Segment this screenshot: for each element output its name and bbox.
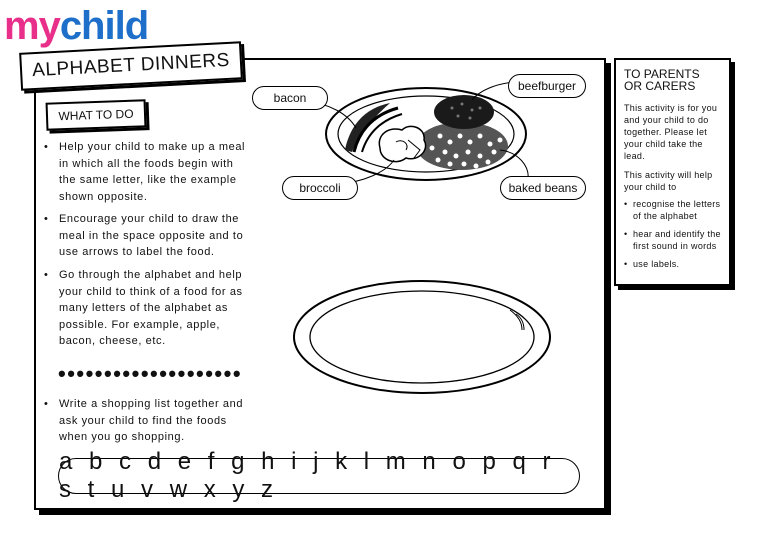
bullet-icon: • [44, 213, 49, 225]
what-to-do-heading: WHAT TO DO [46, 99, 147, 130]
parents-carers-panel [614, 58, 731, 286]
logo-my: my [4, 4, 60, 48]
parents-title-line2: OR CARERS [624, 79, 696, 93]
bullet-icon: • [624, 229, 628, 239]
alphabet-strip: a b c d e f g h i j k l m n o p q r s t u v w x y z [58, 458, 580, 494]
instruction-text: Help your child to make up a meal in which all the foods begin with the same letter, like the example shown opposite. [59, 141, 246, 203]
bullet-icon: • [44, 141, 49, 153]
parents-list-item [624, 228, 724, 252]
parents-title-line1: TO PARENTS [624, 67, 700, 81]
parents-list-text: hear and identify the first sound in words [633, 229, 721, 251]
bullet-icon: • [44, 269, 49, 281]
parents-help-text: This activity will help your child to [624, 170, 713, 192]
instruction-text: Go through the alphabet and help your child to think of a food for as many letters of the alphabet as possible. For example, apple, bacon, cheese, etc. [59, 269, 243, 347]
bullet-icon: • [624, 259, 628, 269]
label-bacon: bacon [252, 86, 328, 110]
bullet-icon: • [44, 398, 49, 410]
label-baked-beans: baked beans [500, 176, 586, 200]
label-broccoli: broccoli [282, 176, 358, 200]
empty-plate-illustration [294, 281, 550, 393]
parents-intro-text: This activity is for you and your child to do together. Please let your child take the lead. [624, 103, 718, 161]
bullet-icon: • [624, 199, 628, 209]
logo-child: child [59, 4, 149, 48]
page-title: ALPHABET DINNERS [19, 41, 243, 91]
parents-list-item [624, 258, 724, 270]
label-beefburger: beefburger [508, 74, 586, 98]
parents-list-text: recognise the letters of the alphabet [633, 199, 721, 221]
parents-list-item [624, 198, 724, 222]
instruction-text: Write a shopping list together and ask your child to find the foods when you go shopping. [59, 398, 244, 443]
dotted-divider: •••••••••••••••••••• [58, 361, 243, 386]
example-plate-illustration [326, 88, 526, 180]
parents-panel-title [624, 68, 724, 92]
instruction-text: Encourage your child to draw the meal in the space opposite and to use arrows to label the food. [59, 213, 244, 258]
parents-list-text: use labels. [633, 259, 680, 269]
